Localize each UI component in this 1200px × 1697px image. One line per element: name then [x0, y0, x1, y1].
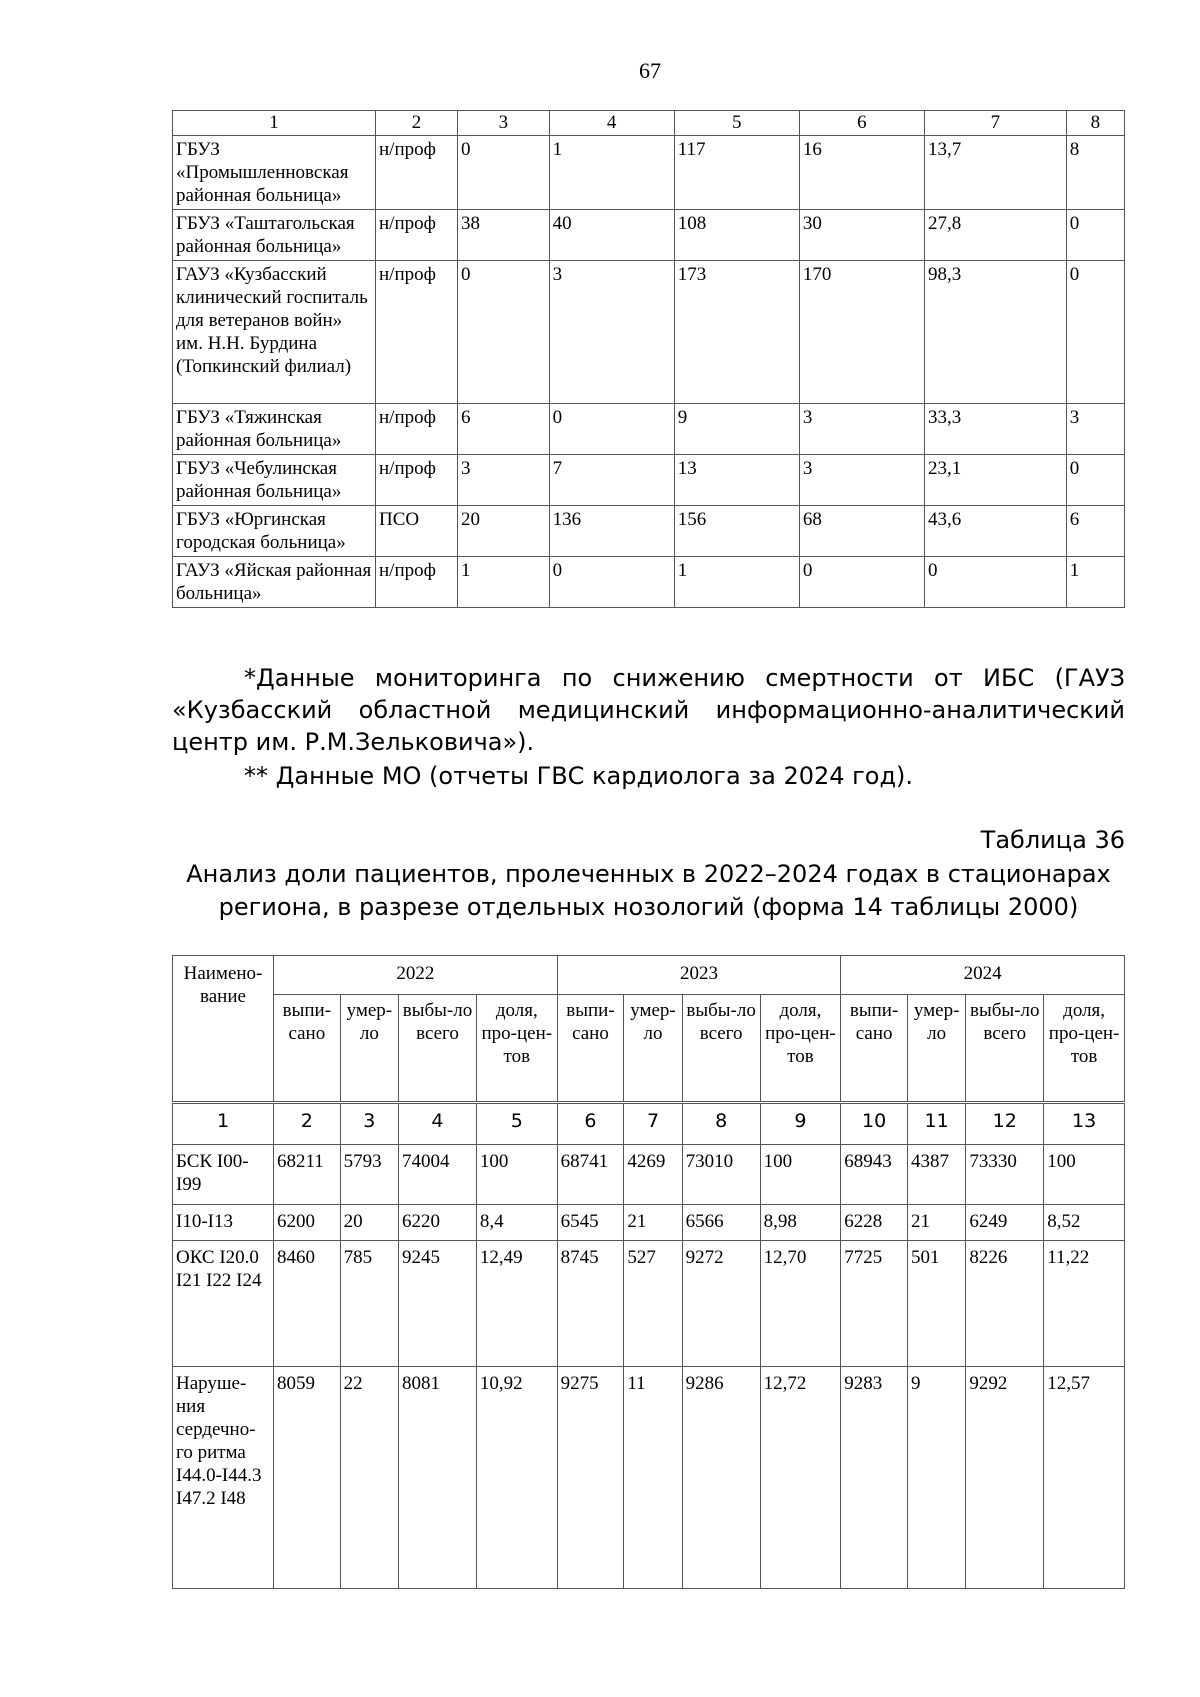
table-cell: 74004 [399, 1145, 477, 1205]
table-cell: 6220 [399, 1205, 477, 1241]
table-cell: 0 [1066, 455, 1124, 506]
table-cell: 68211 [274, 1145, 341, 1205]
nosology-name: ОКС I20.0 I21 I22 I24 [173, 1241, 274, 1367]
year-header-row [173, 956, 1125, 995]
table-cell: 3 [799, 455, 924, 506]
table-cell: 501 [907, 1241, 965, 1367]
table-cell: 0 [549, 557, 674, 608]
table-cell: 9275 [557, 1367, 624, 1589]
facility-name: ГБУЗ «Промышленновская районная больница» [173, 136, 376, 210]
table-cell: 12,57 [1044, 1367, 1125, 1589]
footnote-monitoring: *Данные мониторинга по снижению смертности от ИБС (ГАУЗ «Кузбасский областной медицинский информационно-аналитический центр им. Р.М.Зельковича»). [172, 664, 1125, 756]
table-cell: 12,70 [760, 1241, 841, 1367]
subheader-cell: умер-ло [624, 995, 682, 1103]
table-cell: 13 [674, 455, 799, 506]
column-number: 11 [907, 1103, 965, 1145]
table-cell: 12,49 [476, 1241, 557, 1367]
table-cell: 8745 [557, 1241, 624, 1367]
facility-name: ГАУЗ «Яйская районная больница» [173, 557, 376, 608]
table-cell: 0 [458, 136, 550, 210]
table-cell: 0 [924, 557, 1066, 608]
table-cell: 100 [760, 1145, 841, 1205]
table-cell: 9272 [682, 1241, 760, 1367]
table-cell: 12,72 [760, 1367, 841, 1589]
column-number: 9 [760, 1103, 841, 1145]
subheader-cell: выбы-ло всего [966, 995, 1044, 1103]
table-cell: 9286 [682, 1367, 760, 1589]
table-cell: 100 [476, 1145, 557, 1205]
column-number: 13 [1044, 1103, 1125, 1145]
table-cell: 8,52 [1044, 1205, 1125, 1241]
table-cell: 156 [674, 506, 799, 557]
table-cell: 173 [674, 261, 799, 404]
header-cell: 6 [799, 111, 924, 136]
table-cell: 6 [458, 404, 550, 455]
header-cell: 5 [674, 111, 799, 136]
table-cell: 38 [458, 210, 550, 261]
table-row [173, 506, 1125, 557]
subheader-cell: выпи-сано [841, 995, 908, 1103]
table-cell: 100 [1044, 1145, 1125, 1205]
table-cell: 8081 [399, 1367, 477, 1589]
table-cell: 108 [674, 210, 799, 261]
table-row [173, 404, 1125, 455]
table-cell: 136 [549, 506, 674, 557]
page-number: 67 [639, 58, 661, 83]
table-cell: 22 [340, 1367, 398, 1589]
header-cell: 8 [1066, 111, 1124, 136]
subheader-cell: выпи-сано [274, 995, 341, 1103]
subheader-cell: выпи-сано [557, 995, 624, 1103]
table-cell: 30 [799, 210, 924, 261]
column-number: 2 [274, 1103, 341, 1145]
table-cell: 10,92 [476, 1367, 557, 1589]
facility-name: ГБУЗ «Юргинская городская больница» [173, 506, 376, 557]
table-cell: 6249 [966, 1205, 1044, 1241]
table-cell: 0 [1066, 261, 1124, 404]
column-number: 3 [340, 1103, 398, 1145]
table-cell: 6566 [682, 1205, 760, 1241]
nosology-name: БСК I00-I99 [173, 1145, 274, 1205]
table-facilities [172, 110, 1125, 608]
table-cell: 527 [624, 1241, 682, 1367]
table-cell: 7725 [841, 1241, 908, 1367]
subheader-row [173, 995, 1125, 1103]
table-row [173, 1145, 1125, 1205]
center-type: н/проф [376, 210, 458, 261]
table-cell: 43,6 [924, 506, 1066, 557]
table-row [173, 136, 1125, 210]
table-row [173, 1205, 1125, 1241]
column-number: 6 [557, 1103, 624, 1145]
column-number: 4 [399, 1103, 477, 1145]
table-cell: 68741 [557, 1145, 624, 1205]
table-cell: 1 [674, 557, 799, 608]
nosology-name: Наруше-ния сердечно-го ритма I44.0-I44.3 I47.2 I48 [173, 1367, 274, 1589]
table-cell: 6 [1066, 506, 1124, 557]
center-type: н/проф [376, 261, 458, 404]
table-cell: 117 [674, 136, 799, 210]
table-cell: 33,3 [924, 404, 1066, 455]
header-cell: 2 [376, 111, 458, 136]
facility-name: ГБУЗ «Таштагольская районная больница» [173, 210, 376, 261]
table-cell: 1 [1066, 557, 1124, 608]
table-cell: 8059 [274, 1367, 341, 1589]
table-cell: 5793 [340, 1145, 398, 1205]
center-type: ПСО [376, 506, 458, 557]
table-cell: 73330 [966, 1145, 1044, 1205]
table-header-row [173, 111, 1125, 136]
table-cell: 7 [549, 455, 674, 506]
column-number: 7 [624, 1103, 682, 1145]
table-cell: 3 [1066, 404, 1124, 455]
table-cell: 1 [549, 136, 674, 210]
table-cell: 73010 [682, 1145, 760, 1205]
table-cell: 6545 [557, 1205, 624, 1241]
table-row [173, 261, 1125, 404]
table-cell: 68 [799, 506, 924, 557]
subheader-cell: умер-ло [340, 995, 398, 1103]
table-cell: 16 [799, 136, 924, 210]
table-cell: 11,22 [1044, 1241, 1125, 1367]
table-cell: 3 [549, 261, 674, 404]
subheader-cell: умер-ло [907, 995, 965, 1103]
year-header: 2024 [841, 956, 1125, 995]
column-number: 8 [682, 1103, 760, 1145]
column-number: 5 [476, 1103, 557, 1145]
table-cell: 4387 [907, 1145, 965, 1205]
nosology-name: I10-I13 [173, 1205, 274, 1241]
table-cell: 6200 [274, 1205, 341, 1241]
column-number: 1 [173, 1103, 274, 1145]
table-cell: 0 [799, 557, 924, 608]
table-cell: 21 [907, 1205, 965, 1241]
header-cell: 4 [549, 111, 674, 136]
table-row [173, 1241, 1125, 1367]
table-cell: 8,98 [760, 1205, 841, 1241]
subheader-cell: доля, про-цен-тов [1044, 995, 1125, 1103]
table-caption [172, 858, 1125, 924]
subheader-cell: выбы-ло всего [399, 995, 477, 1103]
table-cell: 98,3 [924, 261, 1066, 404]
table-caption-line: Анализ доли пациентов, пролеченных в 2022–2024 годах в стационарах [186, 860, 1111, 888]
table-cell: 6228 [841, 1205, 908, 1241]
table-cell: 20 [340, 1205, 398, 1241]
center-type: н/проф [376, 557, 458, 608]
table-cell: 170 [799, 261, 924, 404]
table-nosology [172, 955, 1125, 1589]
subheader-cell: доля, про-цен-тов [476, 995, 557, 1103]
table-cell: 9 [907, 1367, 965, 1589]
facility-name: ГБУЗ «Чебулинская районная больница» [173, 455, 376, 506]
table-number: Таблица 36 [980, 826, 1125, 854]
table-cell: 0 [1066, 210, 1124, 261]
header-cell: 1 [173, 111, 376, 136]
table-cell: 8460 [274, 1241, 341, 1367]
table-cell: 9292 [966, 1367, 1044, 1589]
facility-name: ГАУЗ «Кузбасский клинический госпиталь для ветеранов войн» им. Н.Н. Бурдина (Топкинский филиал) [173, 261, 376, 404]
center-type: н/проф [376, 136, 458, 210]
year-header: 2022 [274, 956, 558, 995]
table-cell: 8226 [966, 1241, 1044, 1367]
table-row [173, 210, 1125, 261]
subheader-cell: выбы-ло всего [682, 995, 760, 1103]
table-cell: 8 [1066, 136, 1124, 210]
table-row [173, 1367, 1125, 1589]
table-cell: 9245 [399, 1241, 477, 1367]
header-cell: 7 [924, 111, 1066, 136]
table-cell: 27,8 [924, 210, 1066, 261]
footnote-mo-data: ** Данные МО (отчеты ГВС кардиолога за 2024 год). [244, 762, 914, 790]
table-row [173, 557, 1125, 608]
name-header: Наимено-вание [173, 956, 274, 1103]
table-cell: 0 [549, 404, 674, 455]
header-cell: 3 [458, 111, 550, 136]
table-cell: 0 [458, 261, 550, 404]
table-cell: 3 [799, 404, 924, 455]
table-cell: 11 [624, 1367, 682, 1589]
table-cell: 1 [458, 557, 550, 608]
facility-name: ГБУЗ «Тяжинская районная больница» [173, 404, 376, 455]
table-cell: 9 [674, 404, 799, 455]
table-cell: 785 [340, 1241, 398, 1367]
table-row [173, 455, 1125, 506]
table-cell: 20 [458, 506, 550, 557]
table-cell: 40 [549, 210, 674, 261]
table-cell: 23,1 [924, 455, 1066, 506]
table-cell: 4269 [624, 1145, 682, 1205]
center-type: н/проф [376, 455, 458, 506]
column-number: 10 [841, 1103, 908, 1145]
column-number: 12 [966, 1103, 1044, 1145]
table-cell: 13,7 [924, 136, 1066, 210]
table-cell: 9283 [841, 1367, 908, 1589]
table-caption-line: региона, в разрезе отдельных нозологий (форма 14 таблицы 2000) [218, 893, 1079, 921]
table-cell: 3 [458, 455, 550, 506]
table-cell: 21 [624, 1205, 682, 1241]
subheader-cell: доля, про-цен-тов [760, 995, 841, 1103]
column-number-row [173, 1103, 1125, 1145]
center-type: н/проф [376, 404, 458, 455]
year-header: 2023 [557, 956, 841, 995]
table-cell: 8,4 [476, 1205, 557, 1241]
table-cell: 68943 [841, 1145, 908, 1205]
